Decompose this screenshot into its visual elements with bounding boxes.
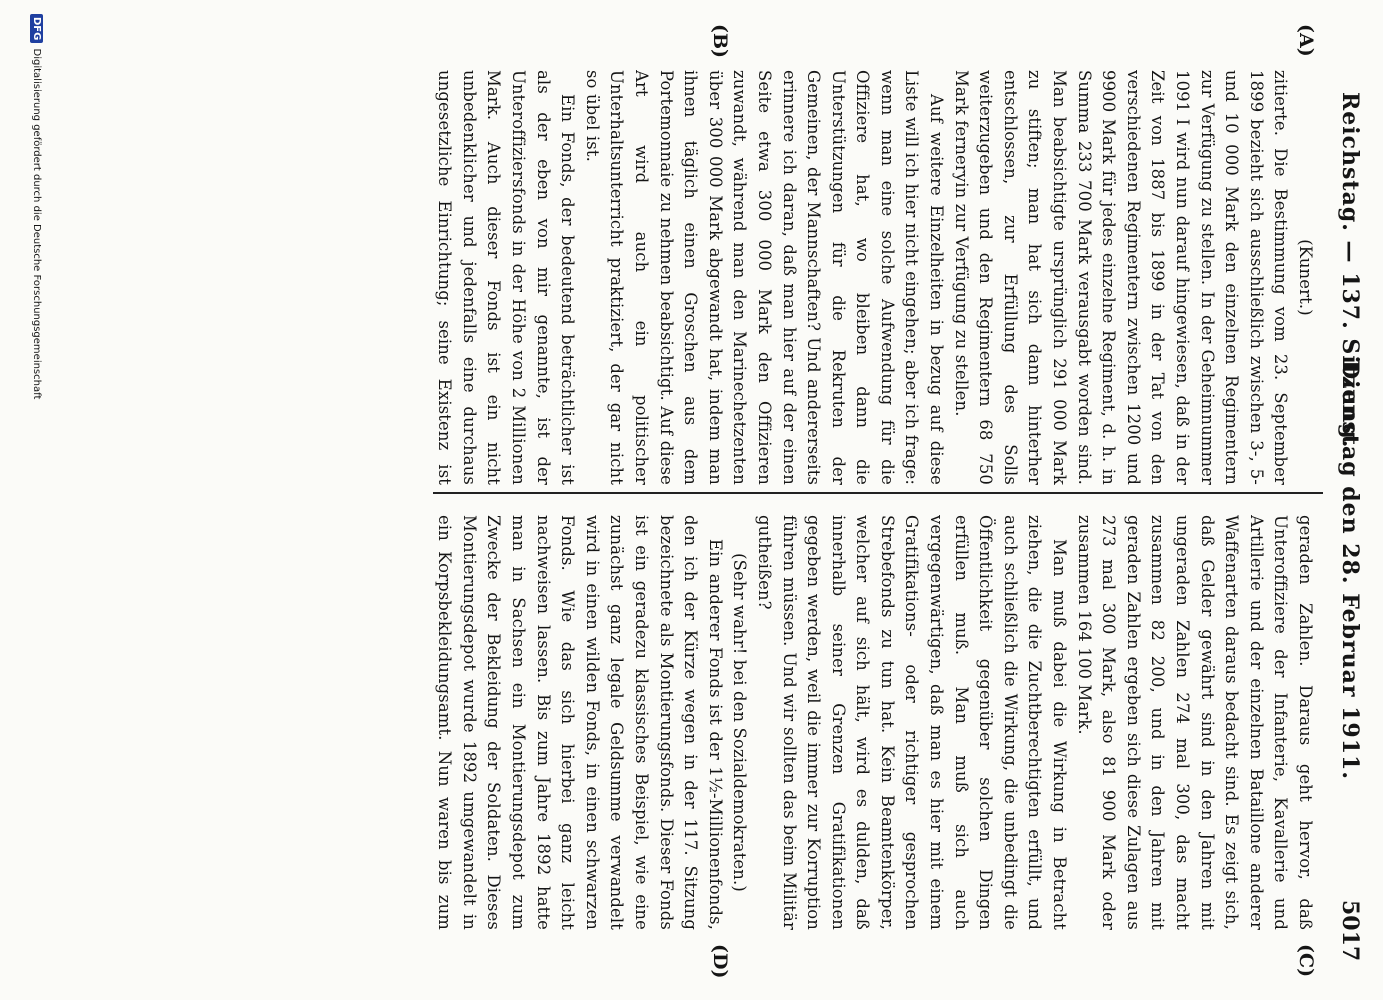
digitization-credit [30, 14, 43, 399]
paragraph: zitierte. Die Bestimmung vom 23. September 1899 bezieht sich ausschließlich zwischen 3-, 5- und 10 000 Mark den einzelnen Regimentern zur Verfügung zu stellen. In der Geheimnummer 1091 I wird nun darauf hingewiesen, daß in der Zeit von 1887 bis 1899 in der Tat von den verschiedenen Regimentern zwischen 1200 und 9900 Mark für jedes einzelne Regiment, d. h. in Summa 233 700 Mark verausgabt worden sind. Man beabsichtigte ursprünglich 291 000 Mark zu stiften; man hat sich dann hinterher entschlossen, zur Erfüllung des Solls weiterzugeben und den Regimentern 68 750 Mark ferneryin zur Verfügung zu stellen. [951, 70, 1291, 485]
paragraph: geraden Zahlen. Daraus geht hervor, daß Unteroffiziere der Infanterie, Kavallerie und Artillerie und der einzelnen Bataillone anderer Waffenarten daraus bedacht sind. Es zeigt sich, daß Gelder gewährt sind in den Jahren mit ungeraden Zahlen 274 mal 300, das macht zusammen 82 200, und in den Jahren mit geraden Zahlen ergeben sich diese Zulagen aus 273 mal 300 Mark, also 81 900 Mark oder zusammen 164 100 Mark. [1074, 515, 1315, 930]
speaker-name: (Kunert.) [1296, 239, 1315, 316]
credit-text: Digitalisierung gefördert durch die Deutsche Forschungsgemeinschaft [31, 48, 42, 400]
paragraph: Auf weitere Einzelheiten in bezug auf diese Liste will ich hier nicht eingehen; aber ich frage: wenn man eine solche Aufwendung für die Offiziere hat, wo bleiben dann die Unterstützungen für die Rekruten der Gemeinen, der Mannschaften? Und andererseits erinnere ich daran, daß man hier auf der einen Seite etwa 300 000 Mark den Offizieren zuwandt, während man den Marinechetzenten über 300 000 Mark abgewandt hat, indem man ihnen täglich einen Groschen aus dem Portemonnaie zu nehmen beabsichtigt. Auf diese Art wird auch ein politischer Unterhaltsunterricht praktiziert, der gar nicht so übel ist. [582, 70, 947, 485]
margin-marker-a: (A) [1295, 24, 1317, 57]
page-number: 5017 [1337, 900, 1363, 962]
paragraph: Man muß dabei die Wirkung in Betracht ziehen, die die Zuchtberechtigten erfüllt, und auch schließlich die Wirkung, die unbedingt die Öffentlichkeit gegenüber solchen Dingen erfüllen muß. Man muß sich auch vergegenwärtigen, daß man es hier mit einem Gratifikations- oder richtiger gesprochen Strebefonds zu tun hat. Kein Beamtenkörper, welcher auf sich hält, wird es dulden, daß innerhalb seiner Grenzen Gratifikationen gegeben werden, weil die immer zur Korruption führen müssen. Und wir sollten das beim Militär gutheißen? [754, 515, 1070, 930]
margin-marker-c: (C) [1295, 944, 1317, 978]
paragraph: Ein anderer Fonds ist der 1½-Millionenfonds, den ich der Kürze wegen in der 117. Sitzung bezeichnete als Montierungsfonds. Dieser Fonds ist ein geradezu klassisches Beispiel, wie eine zunächst ganz legale Geldsumme verwandelt wird in einen wilden Fonds, in einen schwarzen Fonds. Wie das sich hierbei ganz leicht nachweisen lassen. Bis zum Jahre 1892 hatte man in Sachsen ein Montierungsdepot zum Zwecke der Bekleidung der Soldaten. Dieses Montierungsdepot wurde 1892 umgewandelt in ein Korpsbekleidungsamt. Nun waren bis zum [435, 515, 725, 930]
margin-marker-d: (D) [709, 944, 731, 979]
margin-marker-b: (B) [709, 24, 731, 59]
right-column [432, 515, 1317, 930]
interjection: (Sehr wahr! bei den Sozialdemokraten.) [730, 553, 750, 892]
column-divider [433, 492, 1323, 494]
header-center: Dienstag den 28. Februar 1911. [1337, 360, 1363, 781]
dfg-logo: DFG [30, 14, 43, 43]
page-header [1329, 30, 1369, 962]
left-column [432, 70, 1317, 485]
paragraph: Ein Fonds, der bedeutend beträchtlicher ist als der eben von mir genannte, ist der Unteroffiziersfonds in der Höhe von 2 Millionen Mark. Auch dieser Fonds ist ein nicht unbedenklicher und jedenfalls eine durchaus ungesetzliche Einrichtung; seine Existenz ist [435, 70, 578, 485]
header-left: Reichstag. — 137. Sitzung. [1337, 92, 1363, 449]
